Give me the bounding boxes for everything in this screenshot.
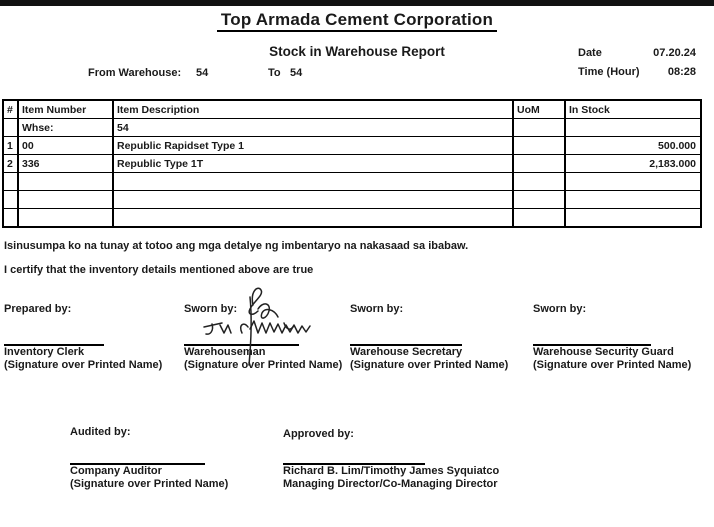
col-header-in-stock: In Stock	[565, 100, 701, 119]
row-in-stock: 500.000	[565, 137, 701, 155]
row-item-number	[18, 191, 113, 209]
row-description: Republic Type 1T	[113, 155, 513, 173]
to-value: 54	[290, 67, 303, 79]
table-row	[3, 191, 701, 209]
col-header-uom: UoM	[513, 100, 565, 119]
date-label: Date	[578, 47, 602, 59]
row-uom	[513, 173, 565, 191]
stock-table-grid	[2, 99, 702, 228]
time-value: 08:28	[667, 66, 696, 78]
signature-heading: Sworn by:	[184, 303, 238, 315]
signature-heading: Prepared by:	[4, 303, 72, 315]
row-in-stock	[565, 191, 701, 209]
from-warehouse-value: 54	[196, 67, 209, 79]
row-num: 1	[3, 137, 18, 155]
signature-note: (Signature over Printed Name)	[70, 478, 229, 490]
signature-block-approved-by	[283, 428, 513, 491]
signature-note: (Signature over Printed Name)	[184, 359, 343, 371]
signature-block-security-guard	[533, 303, 711, 372]
time-label: Time (Hour)	[578, 66, 640, 78]
table-row	[3, 209, 701, 228]
whse-row-uom	[513, 119, 565, 137]
signature-heading: Audited by:	[70, 426, 131, 438]
signature-role: Warehouse Security Guard	[533, 346, 674, 358]
table-row	[3, 173, 701, 191]
company-title	[0, 10, 714, 30]
table-header-row	[3, 100, 701, 119]
stock-table	[2, 99, 702, 228]
row-description	[113, 173, 513, 191]
to-label: To	[268, 67, 281, 79]
handwritten-signature	[198, 283, 328, 371]
signature-block-audited-by	[70, 426, 270, 491]
signature-heading: Approved by:	[283, 428, 354, 440]
row-uom	[513, 209, 565, 228]
col-header-description: Item Description	[113, 100, 513, 119]
report-title: Stock in Warehouse Report	[269, 44, 445, 59]
row-description	[113, 191, 513, 209]
row-in-stock	[565, 209, 701, 228]
signature-heading: Sworn by:	[350, 303, 404, 315]
whse-row-in-stock	[565, 119, 701, 137]
row-num	[3, 173, 18, 191]
row-num: 2	[3, 155, 18, 173]
signature-note: (Signature over Printed Name)	[4, 359, 163, 371]
table-row	[3, 155, 701, 173]
col-header-item-number: Item Number	[18, 100, 113, 119]
signature-note: (Signature over Printed Name)	[350, 359, 509, 371]
row-in-stock: 2,183.000	[565, 155, 701, 173]
col-header-num: #	[3, 100, 18, 119]
signature-block-warehouse-secretary	[350, 303, 526, 372]
row-uom	[513, 137, 565, 155]
row-uom	[513, 191, 565, 209]
table-row	[3, 137, 701, 155]
row-description	[113, 209, 513, 228]
row-item-number	[18, 209, 113, 228]
row-description: Republic Rapidset Type 1	[113, 137, 513, 155]
signature-block-prepared-by	[4, 303, 176, 372]
signature-role: Warehouse Secretary	[350, 346, 463, 358]
whse-row-label: Whse:	[18, 119, 113, 137]
whse-row	[3, 119, 701, 137]
date-value: 07.20.24	[653, 47, 696, 59]
signature-role: Warehouseman	[184, 346, 266, 358]
declaration-tagalog: Isinusumpa ko na tunay at totoo ang mga detalye ng imbentaryo na nakasaad sa ibabaw.	[4, 240, 469, 252]
whse-row-num	[3, 119, 18, 137]
row-in-stock	[565, 173, 701, 191]
signature-heading: Sworn by:	[533, 303, 587, 315]
row-item-number	[18, 173, 113, 191]
signature-role: Richard B. Lim/Timothy James Syquiatco	[283, 465, 500, 477]
from-warehouse-label: From Warehouse:	[88, 67, 182, 79]
row-num	[3, 191, 18, 209]
signature-role: Company Auditor	[70, 465, 162, 477]
company-title-text: Top Armada Cement Corporation	[217, 10, 497, 32]
signature-note: Managing Director/Co-Managing Director	[283, 478, 498, 490]
row-uom	[513, 155, 565, 173]
row-num	[3, 209, 18, 228]
scan-top-bar	[0, 0, 714, 6]
signature-role: Inventory Clerk	[4, 346, 85, 358]
signature-note: (Signature over Printed Name)	[533, 359, 692, 371]
row-item-number: 336	[18, 155, 113, 173]
row-item-number: 00	[18, 137, 113, 155]
whse-row-value: 54	[113, 119, 513, 137]
declaration-english: I certify that the inventory details mentioned above are true	[4, 264, 314, 276]
